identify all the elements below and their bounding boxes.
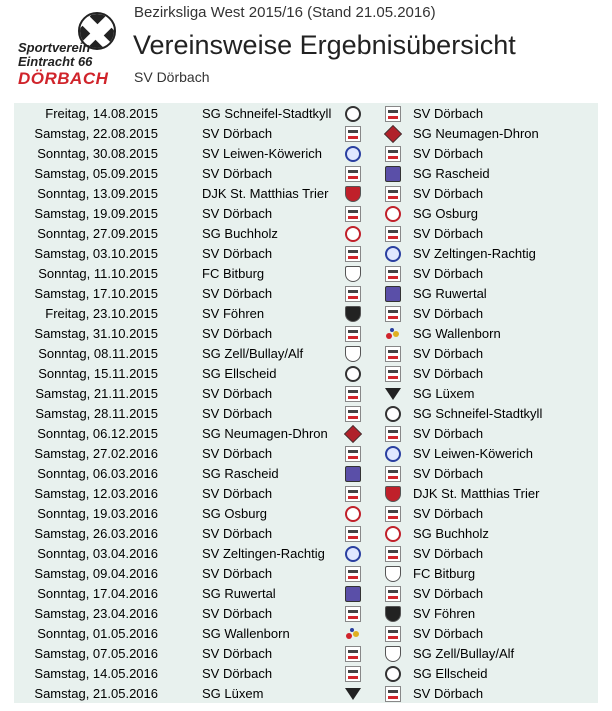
match-date: Samstag, 23.04.2016 [34,606,158,621]
doerbach-crest-icon [345,646,361,662]
away-team: SG Schneifel-Stadtkyll [413,406,543,421]
match-date: Sonntag, 03.04.2016 [37,546,158,561]
doerbach-crest-icon [385,366,401,382]
away-team: SV Dörbach [413,426,484,441]
away-team: SV Dörbach [413,546,484,561]
home-team: SG Ellscheid [202,366,277,381]
club-logo [18,12,118,90]
match-date: Freitag, 23.10.2015 [45,306,158,321]
home-team: SG Ruwertal [202,586,276,601]
away-team: SG Lüxem [413,386,475,401]
match-date: Sonntag, 19.03.2016 [37,506,158,521]
match-row [14,184,598,204]
home-team: SG Osburg [202,506,268,521]
doerbach-crest-icon [385,106,401,122]
match-row [14,384,598,404]
wallenborn-crest-icon [385,326,401,342]
leiwen-crest-icon [385,446,401,462]
home-team: SV Dörbach [202,526,273,541]
home-team: SG Lüxem [202,686,264,701]
home-team: SV Leiwen-Köwerich [202,146,322,161]
home-team: SV Dörbach [202,286,273,301]
match-date: Samstag, 17.10.2015 [34,286,158,301]
away-team: SG Wallenborn [413,326,501,341]
match-row [14,524,598,544]
page-header [0,0,612,100]
home-team: SV Dörbach [202,446,273,461]
match-date: Samstag, 07.05.2016 [34,646,158,661]
home-team: SV Dörbach [202,566,273,581]
ruwertal-crest-icon [385,286,401,302]
home-team: SG Zell/Bullay/Alf [202,346,304,361]
doerbach-crest-icon [345,406,361,422]
match-row [14,364,598,384]
doerbach-crest-icon [385,306,401,322]
doerbach-crest-icon [345,286,361,302]
match-row [14,544,598,564]
match-date: Samstag, 27.02.2016 [34,446,158,461]
home-team: SV Dörbach [202,386,273,401]
match-date: Samstag, 12.03.2016 [34,486,158,501]
doerbach-crest-icon [385,146,401,162]
away-team: SV Dörbach [413,506,484,521]
match-row [14,444,598,464]
match-date: Sonntag, 06.03.2016 [37,466,158,481]
away-team: SG Ellscheid [413,666,488,681]
away-team: SV Föhren [413,606,476,621]
match-date: Samstag, 09.04.2016 [34,566,158,581]
match-date: Sonntag, 13.09.2015 [37,186,158,201]
away-team: FC Bitburg [413,566,476,581]
match-date: Sonntag, 08.11.2015 [38,346,158,361]
schneifel-crest-icon [345,106,361,122]
neumagen-crest-icon [344,425,362,443]
luexem-crest-icon [345,686,361,702]
doerbach-crest-icon [385,546,401,562]
away-team: SV Dörbach [413,466,484,481]
away-team: SV Dörbach [413,586,484,601]
doerbach-crest-icon [345,666,361,682]
match-row [14,664,598,684]
match-date: Samstag, 19.09.2015 [34,206,158,221]
logo-line3: DÖRBACH [18,69,109,88]
match-row [14,484,598,504]
match-date: Sonntag, 06.12.2015 [37,426,158,441]
team-name: SV Dörbach [134,69,210,85]
match-row [14,284,598,304]
doerbach-crest-icon [385,586,401,602]
doerbach-crest-icon [345,446,361,462]
doerbach-crest-icon [345,606,361,622]
home-team: SV Zeltingen-Rachtig [202,546,325,561]
zeltingen-crest-icon [385,246,401,262]
match-date: Samstag, 31.10.2015 [34,326,158,341]
away-team: SV Dörbach [413,106,484,121]
away-team: SV Dörbach [413,346,484,361]
match-row [14,244,598,264]
foehren-crest-icon [345,306,361,322]
home-team: FC Bitburg [202,266,265,281]
leiwen-crest-icon [345,146,361,162]
home-team: SG Rascheid [202,466,279,481]
match-date: Samstag, 21.11.2015 [35,386,158,401]
away-team: SV Dörbach [413,226,484,241]
match-date: Samstag, 03.10.2015 [34,246,158,261]
match-row [14,464,598,484]
doerbach-crest-icon [385,466,401,482]
home-team: SG Wallenborn [202,626,290,641]
match-date: Sonntag, 17.04.2016 [37,586,158,601]
match-row [14,264,598,284]
rascheid-crest-icon [385,166,401,182]
match-row [14,204,598,224]
ruwertal-crest-icon [345,586,361,602]
away-team: SV Dörbach [413,626,484,641]
buchholz-crest-icon [345,226,361,242]
doerbach-crest-icon [385,186,401,202]
match-date: Sonntag, 11.10.2015 [38,266,158,281]
match-date: Samstag, 22.08.2015 [34,126,158,141]
buchholz-crest-icon [385,526,401,542]
osburg-crest-icon [345,506,361,522]
away-team: SV Zeltingen-Rachtig [413,246,536,261]
match-date: Sonntag, 01.05.2016 [37,626,158,641]
away-team: SG Rascheid [413,166,490,181]
match-row [14,124,598,144]
logo-line2: Eintracht 66 [18,54,93,69]
home-team: SV Dörbach [202,666,273,681]
bitburg-crest-icon [385,566,401,582]
match-date: Samstag, 21.05.2016 [34,686,158,701]
match-row [14,504,598,524]
match-row [14,604,598,624]
ellscheid-crest-icon [345,366,361,382]
doerbach-crest-icon [345,486,361,502]
away-team: SG Osburg [413,206,479,221]
neumagen-crest-icon [384,125,402,143]
doerbach-crest-icon [345,326,361,342]
zell-crest-icon [385,646,401,662]
match-row [14,324,598,344]
bitburg-crest-icon [345,266,361,282]
home-team: SV Dörbach [202,326,273,341]
match-row [14,104,598,124]
djk-crest-icon [345,186,361,202]
match-date: Samstag, 26.03.2016 [34,526,158,541]
zeltingen-crest-icon [345,546,361,562]
home-team: SG Neumagen-Dhron [202,426,328,441]
match-date: Sonntag, 15.11.2015 [38,366,158,381]
osburg-crest-icon [385,206,401,222]
away-team: SV Dörbach [413,266,484,281]
match-row [14,224,598,244]
match-row [14,344,598,364]
home-team: SV Dörbach [202,206,273,221]
luexem-crest-icon [385,386,401,402]
match-row [14,404,598,424]
doerbach-crest-icon [345,166,361,182]
home-team: DJK St. Matthias Trier [202,186,329,201]
match-date: Samstag, 14.05.2016 [34,666,158,681]
doerbach-crest-icon [385,266,401,282]
schneifel-crest-icon [385,406,401,422]
league-subtitle: Bezirksliga West 2015/16 (Stand 21.05.2016) [134,4,436,21]
match-date: Sonntag, 27.09.2015 [37,226,158,241]
match-row [14,684,598,704]
doerbach-crest-icon [385,346,401,362]
away-team: SV Leiwen-Köwerich [413,446,533,461]
match-row [14,424,598,444]
match-table [14,103,598,703]
away-team: SG Neumagen-Dhron [413,126,539,141]
wallenborn-crest-icon [345,626,361,642]
home-team: SV Dörbach [202,166,273,181]
away-team: SV Dörbach [413,686,484,701]
away-team: SV Dörbach [413,366,484,381]
away-team: DJK St. Matthias Trier [413,486,540,501]
doerbach-crest-icon [385,226,401,242]
away-team: SG Zell/Bullay/Alf [413,646,515,661]
home-team: SV Dörbach [202,126,273,141]
home-team: SG Buchholz [202,226,278,241]
logo-line1: Sportverein [18,40,91,55]
match-row [14,644,598,664]
doerbach-crest-icon [345,566,361,582]
djk-crest-icon [385,486,401,502]
match-row [14,164,598,184]
doerbach-crest-icon [345,126,361,142]
match-date: Samstag, 05.09.2015 [34,166,158,181]
page-title: Vereinsweise Ergebnisübersicht [133,30,516,60]
away-team: SV Dörbach [413,306,484,321]
ellscheid-crest-icon [385,666,401,682]
match-row [14,584,598,604]
home-team: SV Dörbach [202,486,273,501]
foehren-crest-icon [385,606,401,622]
away-team: SG Buchholz [413,526,489,541]
doerbach-crest-icon [385,426,401,442]
match-row [14,144,598,164]
doerbach-crest-icon [345,206,361,222]
home-team: SG Schneifel-Stadtkyll [202,106,332,121]
match-row [14,624,598,644]
match-date: Sonntag, 30.08.2015 [37,146,158,161]
doerbach-crest-icon [385,686,401,702]
home-team: SV Dörbach [202,646,273,661]
away-team: SV Dörbach [413,146,484,161]
match-row [14,564,598,584]
doerbach-crest-icon [345,526,361,542]
home-team: SV Dörbach [202,246,273,261]
rascheid-crest-icon [345,466,361,482]
match-date: Freitag, 14.08.2015 [45,106,158,121]
home-team: SV Föhren [202,306,265,321]
doerbach-crest-icon [385,506,401,522]
doerbach-crest-icon [345,386,361,402]
home-team: SV Dörbach [202,406,273,421]
match-row [14,304,598,324]
doerbach-crest-icon [345,246,361,262]
away-team: SV Dörbach [413,186,484,201]
home-team: SV Dörbach [202,606,273,621]
doerbach-crest-icon [385,626,401,642]
away-team: SG Ruwertal [413,286,487,301]
zell-crest-icon [345,346,361,362]
match-date: Samstag, 28.11.2015 [35,406,158,421]
